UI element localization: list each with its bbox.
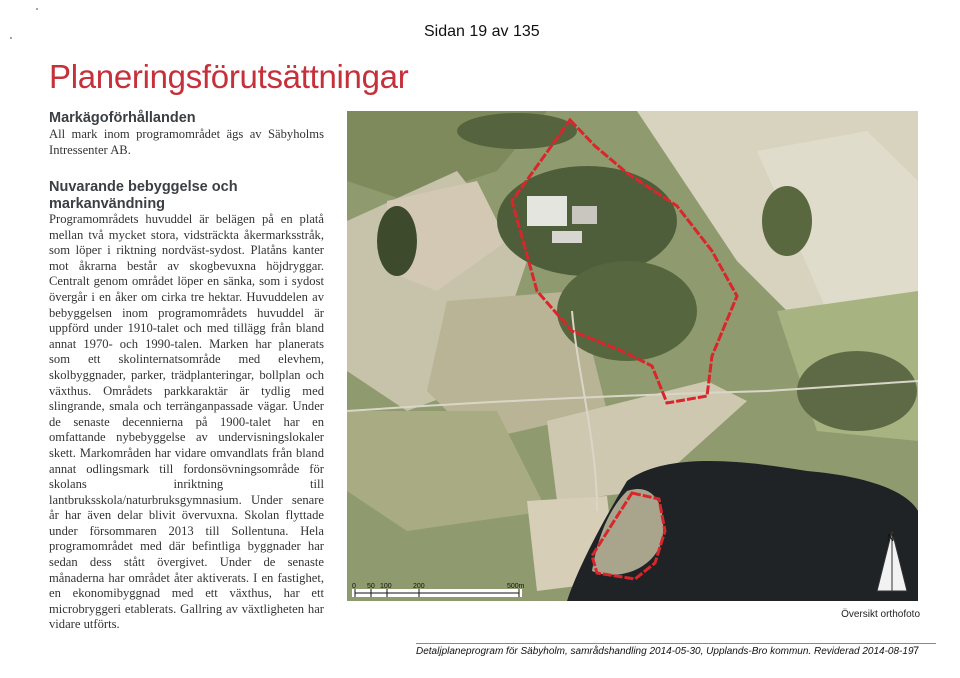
north-label: N — [887, 533, 895, 544]
footer-divider — [416, 643, 936, 644]
forest-area — [377, 206, 417, 276]
scale-label: 0 — [352, 583, 356, 590]
scale-label: 100 — [380, 583, 392, 590]
forest-area — [762, 186, 812, 256]
section-text-ownership: All mark inom programområdet ägs av Säbyholms Intressenter AB. — [49, 127, 324, 157]
building — [527, 196, 567, 226]
footer-text: Detaljplaneprogram för Säbyholm, samrådshandling 2014-05-30, Upplands-Bro kommun. Reviderad 2014-08-19 — [416, 646, 914, 657]
page-title: Planeringsförutsättningar — [49, 58, 409, 95]
section-heading-buildings: Nuvarande bebyggelse och markanvändning — [49, 179, 238, 212]
building — [552, 231, 582, 243]
scan-artifact — [10, 37, 12, 39]
scale-label: 50 — [367, 583, 375, 590]
page-counter: Sidan 19 av 135 — [424, 23, 540, 40]
forest-area — [557, 261, 697, 361]
forest-area — [457, 113, 577, 149]
scan-artifact — [36, 8, 38, 10]
section-heading-ownership: Markägoförhållanden — [49, 110, 196, 126]
forest-area — [797, 351, 917, 431]
section-text-buildings: Programområdets huvuddel är belägen på en platå mellan två mycket stora, vidsträckta åkermarksstråk, som löper i riktning nordväst-sydost. Platåns kanter mot åkrarna består av skogbevuxna höjdryggar. Centralt genom området löper en sänka, som i sydost övergår i en åker om cirka tre hektar. Huvuddelen av bebyggelsen inom programområdets huvuddel är uppförd under 1910-talet och med tillägg från bland annat 1970- och 1990-talen. Marken har planerats som ett skolinternatsområde med elevhem, skolbyggnader, parker, trädplanteringar, bollplan och växthus. Områdets parkkaraktär är tydlig med slingrande, smala och terränganpassade vägar. Under de senaste decennierna på 1900-talet har en omfattande nybebyggelse av undervisningslokaler skett. Markområden har vidare omvandlats från bland annat odlingsmark till fordonsövningsområde för skolans inriktning till lantbruksskola/naturbruksgymnasium. Under senare år har även delar blivit övervuxna. Skolan flyttade under försommaren 2013 till Sollentuna. Hela programområdet med där befintliga byggnader har sedan dess stått övergivet. Under de senaste månaderna har området åter aktiverats. I en fastighet, en ekonomibyggnad med ett växthus, har ett microbryggeri etablerats. Gallring av växtligheten har vidare utförts. — [49, 212, 324, 632]
scale-label: 200 — [413, 583, 425, 590]
map-caption: Översikt orthofoto — [841, 609, 920, 620]
scale-label: 500m — [507, 583, 525, 590]
orthophoto-map — [347, 111, 918, 601]
page-number: 7 — [913, 645, 920, 657]
building — [572, 206, 597, 224]
